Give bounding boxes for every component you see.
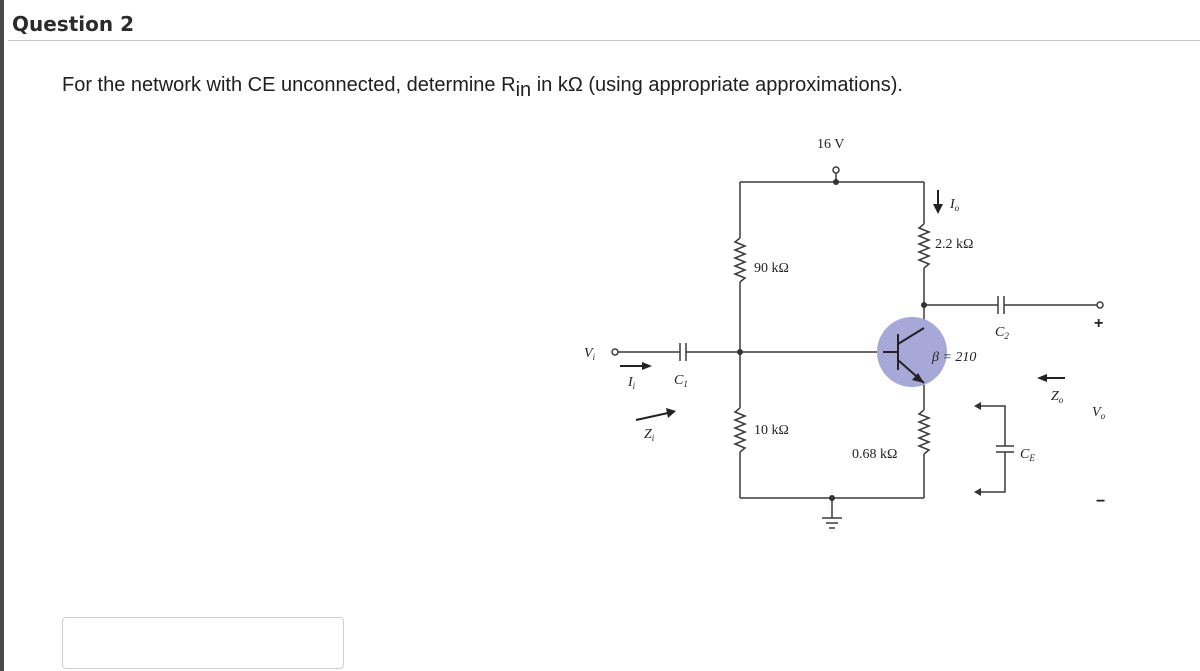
supply-voltage-label: 16 V — [817, 137, 845, 152]
input-terminal — [612, 349, 618, 355]
circuit-diagram — [540, 128, 1120, 540]
current-io-label — [949, 197, 960, 213]
zo-subscript: o — [1058, 395, 1064, 405]
current-ii-label — [627, 375, 636, 391]
resistor-re — [919, 410, 929, 454]
zi-subscript: i — [651, 433, 655, 443]
c1-letter: C — [674, 373, 684, 388]
arrow-icon — [974, 488, 981, 496]
c2-letter: C — [995, 325, 1005, 340]
c1-subscript: 1 — [683, 379, 688, 389]
prompt-text-end: in kΩ (using appropriate approximations). — [531, 74, 903, 96]
vi-subscript: i — [592, 352, 596, 362]
ii-letter: I — [628, 375, 633, 390]
junction-dot — [737, 349, 743, 355]
capacitor-c2-label — [995, 325, 1009, 341]
beta-label: β = 210 — [932, 350, 977, 365]
output-terminal — [1097, 302, 1103, 308]
impedance-zi-label — [644, 427, 655, 443]
impedance-zi-arrow-icon — [666, 408, 676, 418]
ground-icon — [822, 518, 842, 528]
resistor-r2-label: 10 kΩ — [754, 423, 789, 438]
resistor-rc-label: 2.2 kΩ — [935, 237, 974, 252]
current-io-arrow-icon — [933, 204, 943, 214]
current-io-subscript: o — [954, 203, 960, 213]
capacitor-ce-label — [1020, 447, 1035, 463]
vo-letter: V — [1092, 405, 1101, 420]
header-divider — [8, 40, 1200, 41]
vo-subscript: o — [1100, 411, 1106, 421]
ii-subscript: i — [632, 381, 636, 391]
resistor-r2 — [735, 408, 745, 452]
current-ii-arrow-icon — [642, 362, 652, 370]
zo-letter: Z — [1051, 389, 1059, 404]
vi-letter: V — [584, 346, 593, 361]
output-voltage-label — [1092, 405, 1106, 421]
answer-input[interactable] — [62, 617, 344, 669]
output-plus-sign: + — [1094, 315, 1104, 332]
arrow-icon — [974, 402, 981, 410]
c2-subscript: 2 — [1004, 331, 1009, 341]
junction-dot — [833, 179, 839, 185]
impedance-zo-label — [1051, 389, 1064, 405]
supply-terminal — [833, 167, 839, 173]
question-prompt — [62, 74, 903, 102]
input-voltage-label — [584, 346, 596, 362]
resistor-rc — [919, 224, 929, 268]
prompt-text-start: For the network with CE unconnected, determine R — [62, 74, 516, 96]
capacitor-c1-label — [674, 373, 688, 389]
current-io-letter: I — [950, 197, 955, 212]
ce-subscript: E — [1029, 453, 1035, 463]
junction-dot — [921, 302, 927, 308]
junction-dot — [829, 495, 835, 501]
question-header: Question 2 — [12, 12, 134, 36]
impedance-zo-arrow-icon — [1037, 374, 1047, 382]
resistor-re-label: 0.68 kΩ — [852, 447, 898, 462]
page-left-border — [0, 0, 4, 671]
resistor-r1 — [735, 238, 745, 282]
zi-letter: Z — [644, 427, 652, 442]
output-minus-sign: − — [1096, 493, 1106, 510]
ce-letter: C — [1020, 447, 1030, 462]
resistor-r1-label: 90 kΩ — [754, 261, 789, 276]
prompt-subscript: in — [515, 79, 532, 101]
